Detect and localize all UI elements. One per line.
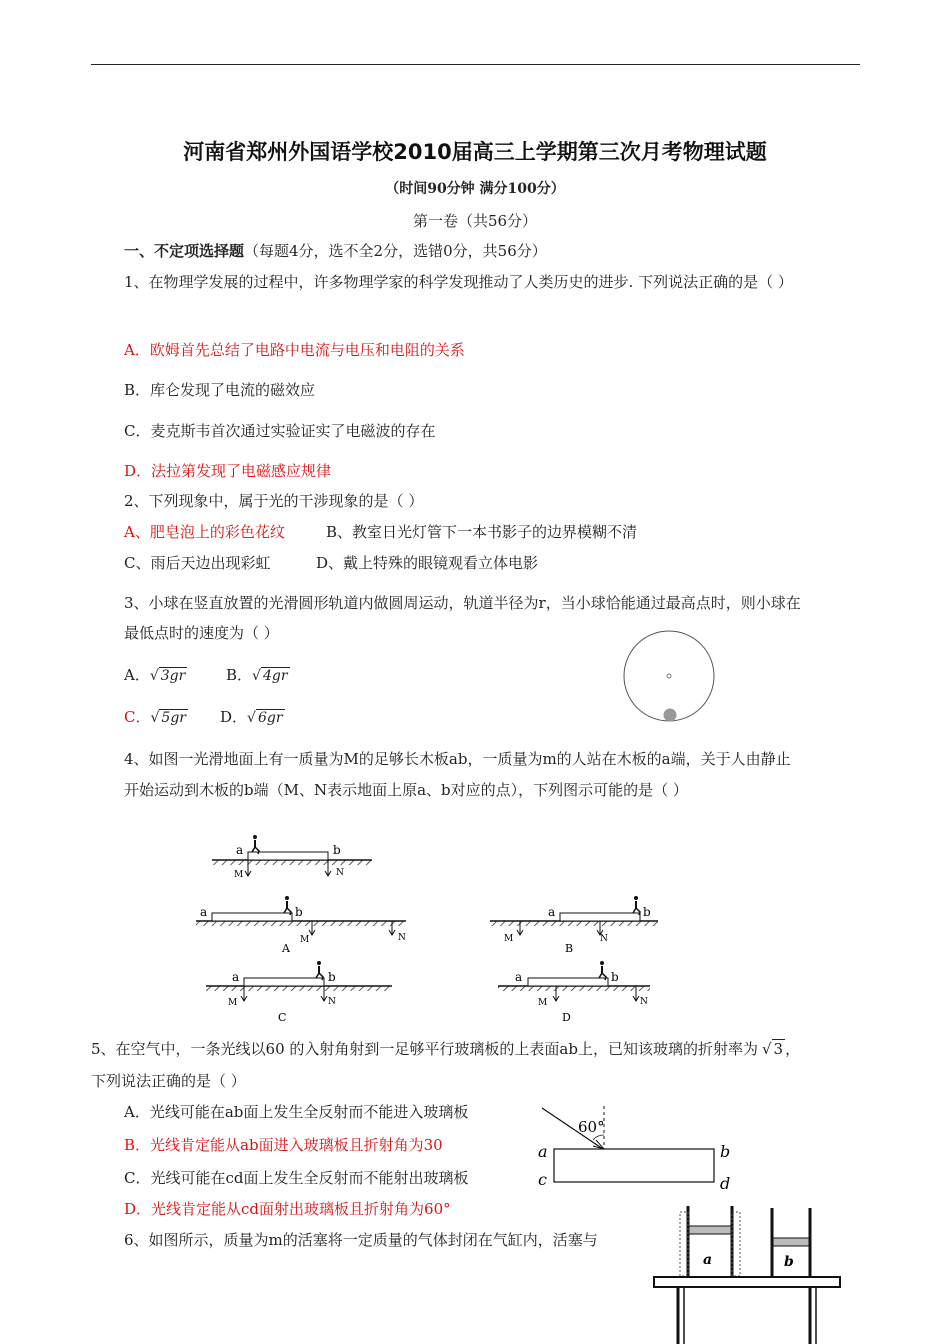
q4-stem-line2: 开始运动到木板的b端（M、N表示地面上原a、b对应的点），下列图示可能的是（ ） xyxy=(124,781,688,799)
q4-option-d-diagram xyxy=(498,961,650,1024)
circular-track xyxy=(624,631,714,721)
q3-option-d-label: D． xyxy=(220,708,248,726)
ball xyxy=(664,709,677,722)
label-a: a xyxy=(236,843,244,857)
q2-option-c: C、雨后天边出现彩虹 xyxy=(124,554,271,572)
q2-stem: 2、下列现象中，属于光的干涉现象的是（ ） xyxy=(124,492,424,510)
q2-option-b: B、教室日光灯管下一本书影子的边界模糊不清 xyxy=(326,523,638,541)
q3-stem-line1: 3、小球在竖直放置的光滑圆形轨道内做圆周运动，轨道半径为r，当小球恰能通过最高点时，则小球在 xyxy=(124,594,801,612)
svg-text:M: M xyxy=(228,998,238,1008)
q1-stem: 1、在物理学发展的过程中，许多物理学家的科学发现推动了人类历史的进步. 下列说法正确的是（ ） xyxy=(124,273,793,291)
top-rule xyxy=(91,64,860,65)
sqrt-3gr: √ 3gr xyxy=(149,668,186,684)
svg-text:a: a xyxy=(200,905,208,919)
cylinder-b xyxy=(772,1208,810,1276)
cylinder-b-label: b xyxy=(784,1254,794,1270)
sqrt-4gr: √ 4gr xyxy=(252,668,288,684)
svg-text:N: N xyxy=(640,997,648,1007)
q6-cylinder-figure xyxy=(650,1204,850,1344)
q1-option-c: C．麦克斯韦首次通过实验证实了电磁波的存在 xyxy=(124,422,436,440)
q4-reference-diagram xyxy=(212,835,372,880)
label-c: c xyxy=(538,1170,547,1189)
q5-stem-line1: 5、在空气中，一条光线以60 的入射角射到一足够平行玻璃板的上表面ab上，已知该玻璃的折射率为 √ 3 ， xyxy=(91,1040,801,1058)
q3-stem-line2: 最低点时的速度为（ ） xyxy=(124,624,279,642)
track-center xyxy=(667,674,671,678)
svg-text:N: N xyxy=(600,934,608,944)
q5-option-c: C．光线可能在cd面上发生全反射而不能射出玻璃板 xyxy=(124,1169,469,1187)
q4-option-c-diagram xyxy=(206,961,392,1024)
section-label: 一、不定项选择题 xyxy=(124,242,245,260)
svg-text:b: b xyxy=(295,905,303,919)
label-d: d xyxy=(720,1174,731,1193)
q1-option-b: B．库仑发现了电流的磁效应 xyxy=(124,381,316,399)
table-top xyxy=(654,1277,840,1287)
section-note: （每题4分，选不全2分，选错0分，共56分） xyxy=(244,242,547,260)
q3-option-a xyxy=(124,664,187,685)
q5-option-a: A．光线可能在ab面上发生全反射而不能进入玻璃板 xyxy=(124,1103,469,1121)
svg-text:M: M xyxy=(300,935,310,945)
angle-label: 60° xyxy=(578,1118,605,1136)
q5-option-d: D．光线肯定能从cd面射出玻璃板且折射角为60° xyxy=(124,1200,451,1218)
svg-text:b: b xyxy=(328,970,336,984)
svg-text:a: a xyxy=(548,905,556,919)
svg-text:a: a xyxy=(515,970,523,984)
label-A: A xyxy=(282,942,290,955)
svg-text:a: a xyxy=(232,970,240,984)
q4-figure xyxy=(190,820,670,1030)
label-a: a xyxy=(538,1142,548,1161)
svg-text:N: N xyxy=(328,997,336,1007)
svg-text:M: M xyxy=(538,998,548,1008)
sqrt-5gr: √ 5gr xyxy=(150,710,186,726)
time-info: （时间90分钟 满分100分） xyxy=(385,181,565,197)
sqrt-3: √ 3 xyxy=(761,1040,784,1058)
sqrt-6gr: √ 6gr xyxy=(247,710,283,726)
q4-option-a-diagram xyxy=(196,896,406,955)
label-C: C xyxy=(278,1011,287,1024)
q5-glass-figure xyxy=(530,1102,740,1198)
label-N: N xyxy=(336,868,344,878)
label-b: b xyxy=(333,843,341,857)
label-b: b xyxy=(720,1142,731,1161)
q2-option-d: D、戴上特殊的眼镜观看立体电影 xyxy=(316,554,539,572)
q2-option-a: A、肥皂泡上的彩色花纹 xyxy=(124,523,285,541)
q3-option-b xyxy=(226,664,290,685)
glass-plate xyxy=(554,1149,714,1182)
label-M: M xyxy=(234,870,244,880)
q1-option-d: D．法拉第发现了电磁感应规律 xyxy=(124,462,332,480)
svg-text:N: N xyxy=(398,933,406,943)
q1-option-a: A．欧姆首先总结了电路中电流与电压和电阻的关系 xyxy=(124,341,465,359)
svg-text:b: b xyxy=(643,905,651,919)
cylinder-a-label: a xyxy=(703,1252,713,1268)
q3-option-c xyxy=(124,706,188,727)
label-B: B xyxy=(565,942,574,955)
label-D: D xyxy=(562,1011,571,1024)
cylinder-a xyxy=(680,1206,740,1276)
svg-text:M: M xyxy=(504,934,514,944)
q3-option-d xyxy=(220,706,285,727)
q3-option-c-label: C． xyxy=(124,708,151,726)
page-title: 河南省郑州外国语学校2010届高三上学期第三次月考物理试题 xyxy=(183,140,767,164)
q6-stem: 6、如图所示，质量为m的活塞将一定质量的气体封闭在气缸内，活塞与 xyxy=(124,1231,598,1249)
q5-stem-line2: 下列说法正确的是（ ） xyxy=(91,1072,246,1090)
q3-option-a-label: A． xyxy=(124,666,150,684)
q4-stem-line1: 4、如图一光滑地面上有一质量为M的足够长木板ab，一质量为m的人站在木板的a端，关于人由静止 xyxy=(124,750,791,768)
q4-option-b-diagram xyxy=(490,896,658,955)
q3-option-b-label: B． xyxy=(226,666,253,684)
svg-text:b: b xyxy=(611,970,619,984)
q5-option-b: B．光线肯定能从ab面进入玻璃板且折射角为30 xyxy=(124,1136,443,1154)
section-heading xyxy=(124,240,547,261)
q3-circle-figure xyxy=(620,628,720,728)
volume-heading: 第一卷（共56分） xyxy=(412,212,538,230)
